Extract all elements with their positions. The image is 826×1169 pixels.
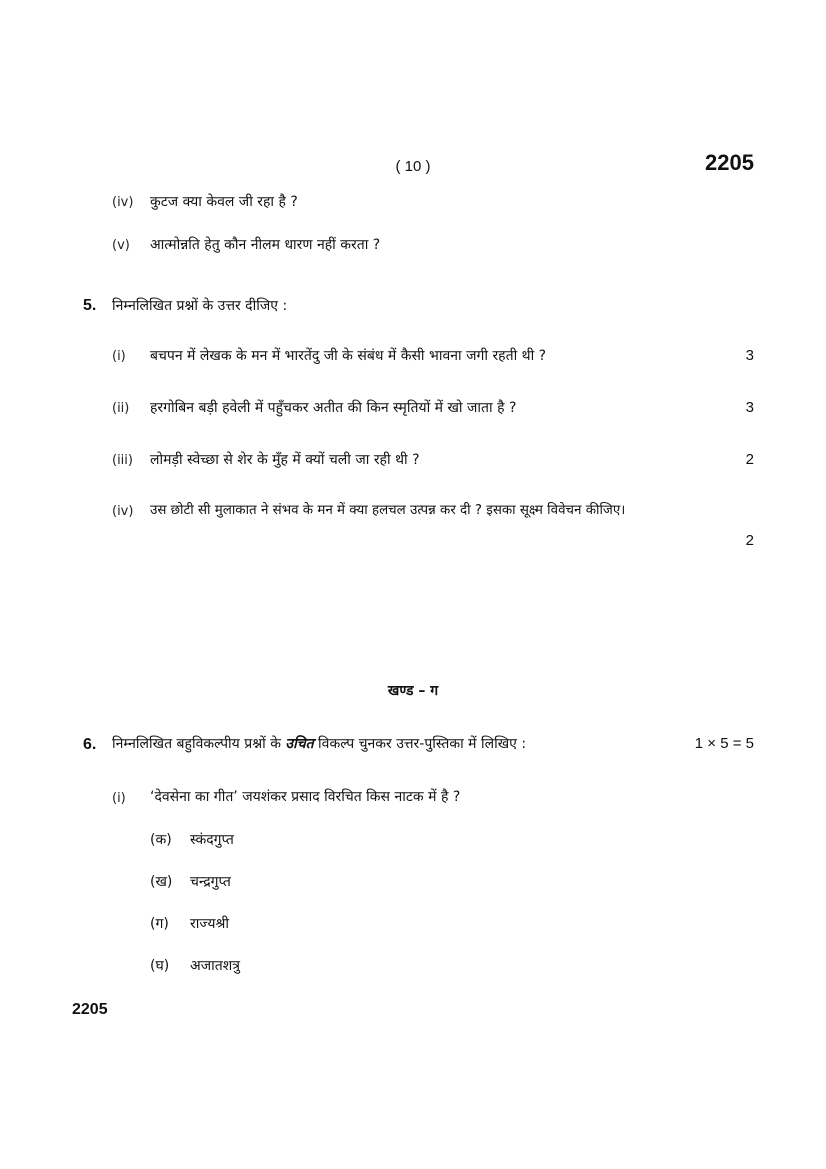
option-label: (घ)	[150, 958, 170, 974]
sub-question-label: (i)	[112, 349, 126, 364]
carryover-item-text: आत्मोन्नति हेतु कौन नीलम धारण नहीं करता ?	[150, 237, 381, 253]
carryover-item-text: कुटज क्या केवल जी रहा है ?	[150, 194, 298, 210]
sub-question-text: लोमड़ी स्वेच्छा से शेर के मुँह में क्यों चली जा रही थी ?	[150, 452, 420, 468]
sub-question-text: उस छोटी सी मुलाकात ने संभव के मन में क्या हलचल उत्पन्न कर दी ? इसका सूक्ष्म विवेचन कीजिए।	[150, 503, 626, 518]
marks-value: 3	[745, 347, 754, 364]
prompt-part: निम्नलिखित बहुविकल्पीय प्रश्नों के	[112, 736, 281, 752]
option-label: (ग)	[150, 916, 169, 932]
option-text: अजातशत्रु	[190, 958, 240, 974]
marks-value: 2	[745, 532, 754, 549]
section-heading: खण्ड – ग	[387, 683, 439, 699]
sub-question-text: हरगोबिन बड़ी हवेली में पहुँचकर अतीत की किन स्मृतियों में खो जाता है ?	[150, 400, 517, 416]
sub-question-label: (iii)	[112, 453, 133, 468]
option-label: (क)	[150, 832, 172, 848]
carryover-item-label: (v)	[112, 238, 130, 253]
question-number: 6.	[83, 736, 97, 753]
option-text: स्कंदगुप्त	[190, 832, 234, 848]
prompt-part: विकल्प चुनकर उत्तर-पुस्तिका में लिखिए :	[318, 736, 527, 752]
marks-value: 1 × 5 = 5	[694, 735, 754, 752]
option-text: राज्यश्री	[190, 916, 230, 932]
question-prompt: निम्नलिखित प्रश्नों के उत्तर दीजिए :	[112, 298, 288, 314]
sub-question-label: (ii)	[112, 401, 130, 416]
option-text: चन्द्रगुप्त	[190, 874, 231, 890]
paper-code-footer: 2205	[72, 1001, 108, 1018]
page-number: ( 10 )	[395, 158, 431, 175]
question-prompt	[112, 734, 526, 753]
marks-value: 2	[745, 451, 754, 468]
sub-question-label: (iv)	[112, 504, 134, 519]
sub-question-label: (i)	[112, 791, 126, 806]
sub-question-text: बचपन में लेखक के मन में भारतेंदु जी के संबंध में कैसी भावना जगी रहती थी ?	[150, 348, 547, 364]
sub-question-text: ‘देवसेना का गीत’ जयशंकर प्रसाद विरचित किस नाटक में है ?	[150, 789, 461, 805]
carryover-item-label: (iv)	[112, 195, 134, 210]
paper-code-header: 2205	[705, 150, 754, 175]
prompt-emphasis: उचित	[285, 736, 314, 752]
option-label: (ख)	[150, 874, 173, 890]
question-number: 5.	[83, 297, 97, 314]
marks-value: 3	[745, 399, 754, 416]
